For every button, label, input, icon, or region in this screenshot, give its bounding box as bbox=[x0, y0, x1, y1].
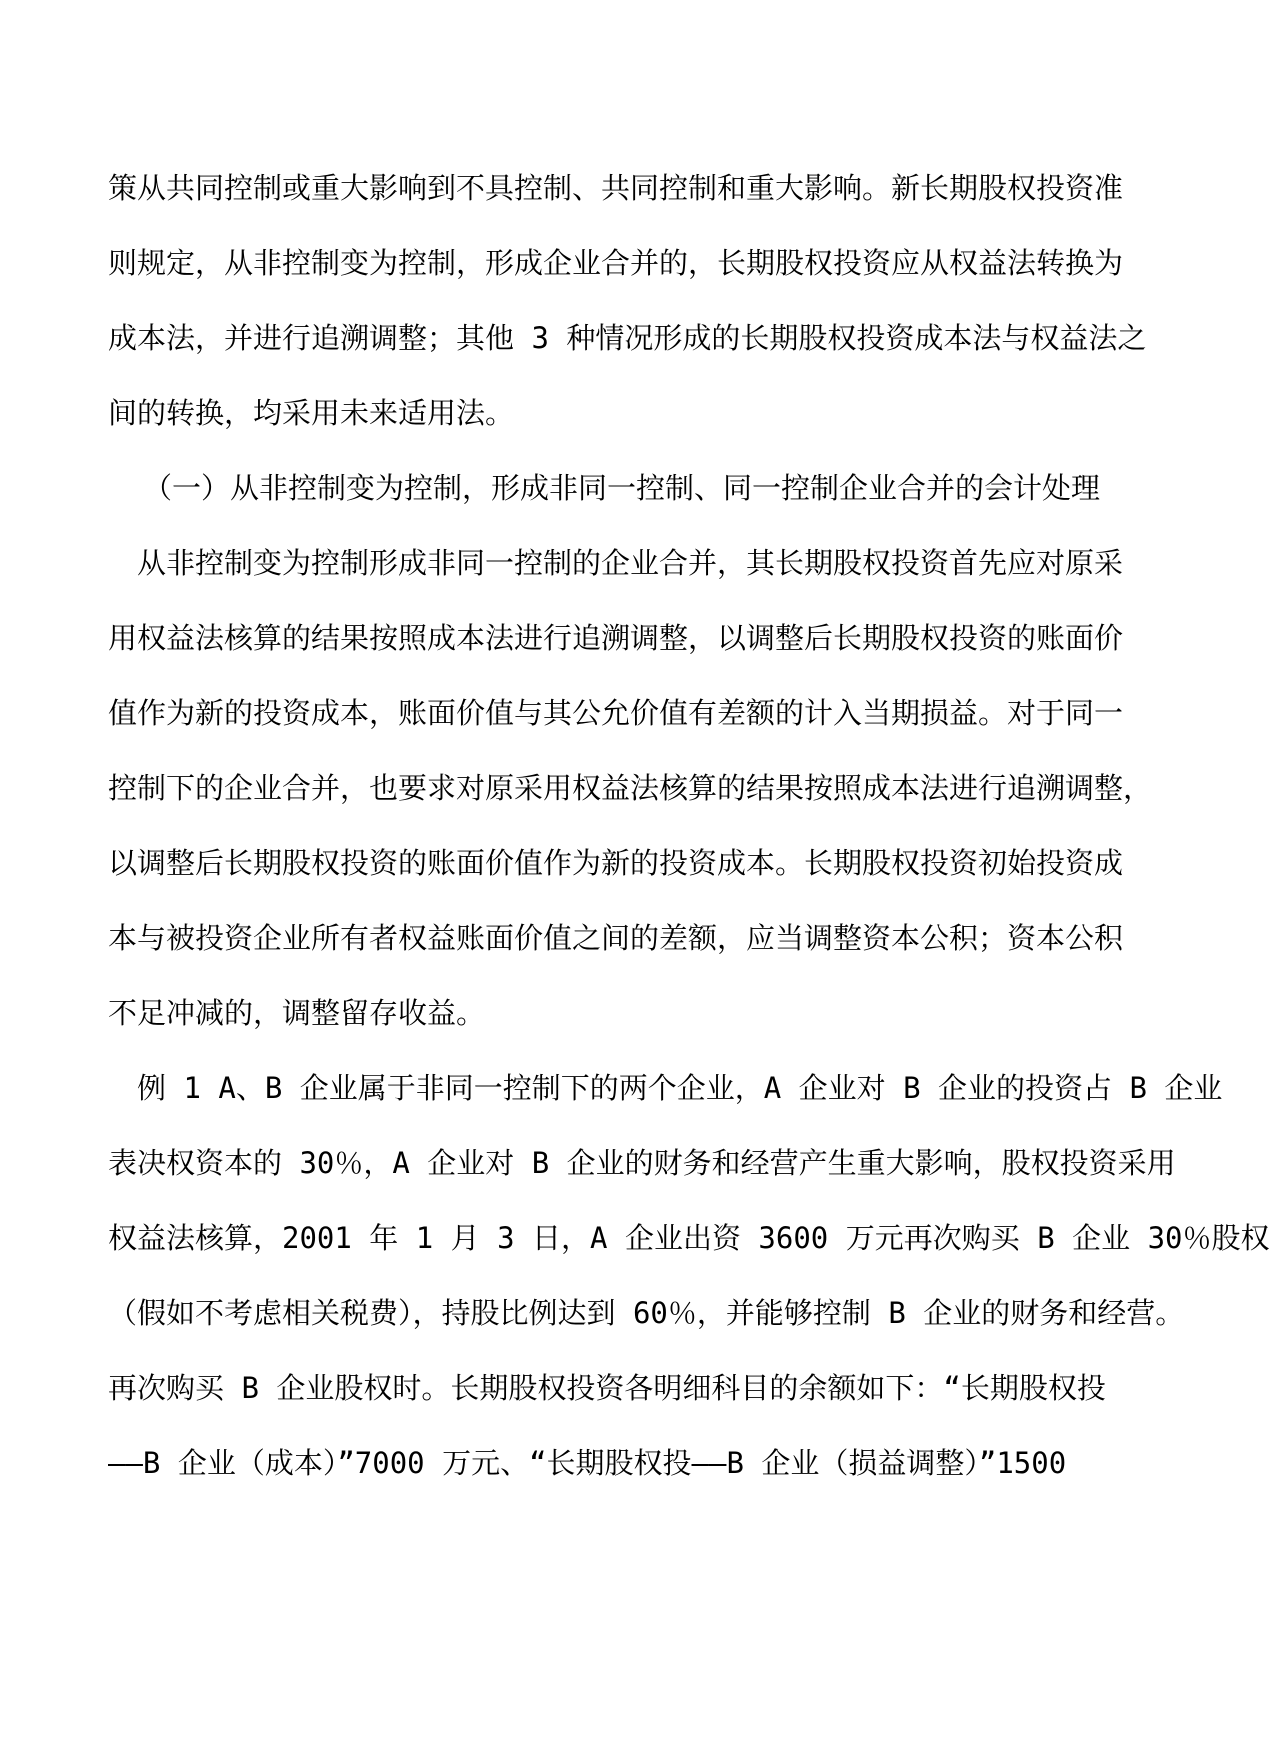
text-line: 策从共同控制或重大影响到不具控制、共同控制和重大影响。新长期股权投资准 bbox=[108, 171, 1124, 205]
text-line: 用权益法核算的结果按照成本法进行追溯调整，以调整后长期股权投资的账面价 bbox=[108, 621, 1124, 655]
text-line: 从非控制变为控制形成非同一控制的企业合并，其长期股权投资首先应对原采 bbox=[137, 546, 1124, 580]
text-line: 本与被投资企业所有者权益账面价值之间的差额，应当调整资本公积；资本公积 bbox=[108, 921, 1124, 955]
section-heading: （一）从非控制变为控制，形成非同一控制、同一控制企业合并的会计处理 bbox=[143, 471, 1101, 505]
text-line: 再次购买 B 企业股权时。长期股权投资各明细科目的余额如下：“长期股权投 bbox=[108, 1371, 1106, 1405]
text-line: 控制下的企业合并，也要求对原采用权益法核算的结果按照成本法进行追溯调整， bbox=[108, 771, 1153, 805]
text-line: 值作为新的投资成本，账面价值与其公允价值有差额的计入当期损益。对于同一 bbox=[108, 696, 1124, 730]
text-line: （假如不考虑相关税费），持股比例达到 60％，并能够控制 B 企业的财务和经营。 bbox=[108, 1296, 1185, 1330]
text-line: 以调整后长期股权投资的账面价值作为新的投资成本。长期股权投资初始投资成 bbox=[108, 846, 1124, 880]
text-line: 则规定，从非控制变为控制，形成企业合并的，长期股权投资应从权益法转换为 bbox=[108, 246, 1124, 280]
text-line: ——B 企业（成本）”7000 万元、“长期股权投——B 企业（损益调整）”1500 bbox=[108, 1446, 1067, 1480]
text-line: 间的转换，均采用未来适用法。 bbox=[108, 396, 515, 430]
text-line: 例 1 A、B 企业属于非同一控制下的两个企业，A 企业对 B 企业的投资占 B 企业 bbox=[137, 1071, 1223, 1105]
text-line: 表决权资本的 30％，A 企业对 B 企业的财务和经营产生重大影响，股权投资采用 bbox=[108, 1146, 1176, 1180]
text-line: 不足冲减的，调整留存收益。 bbox=[108, 996, 486, 1030]
text-line: 权益法核算，2001 年 1 月 3 日，A 企业出资 3600 万元再次购买 B 企业 30％股权 bbox=[108, 1221, 1270, 1255]
text-line: 成本法，并进行追溯调整；其他 3 种情况形成的长期股权投资成本法与权益法之 bbox=[108, 321, 1147, 355]
